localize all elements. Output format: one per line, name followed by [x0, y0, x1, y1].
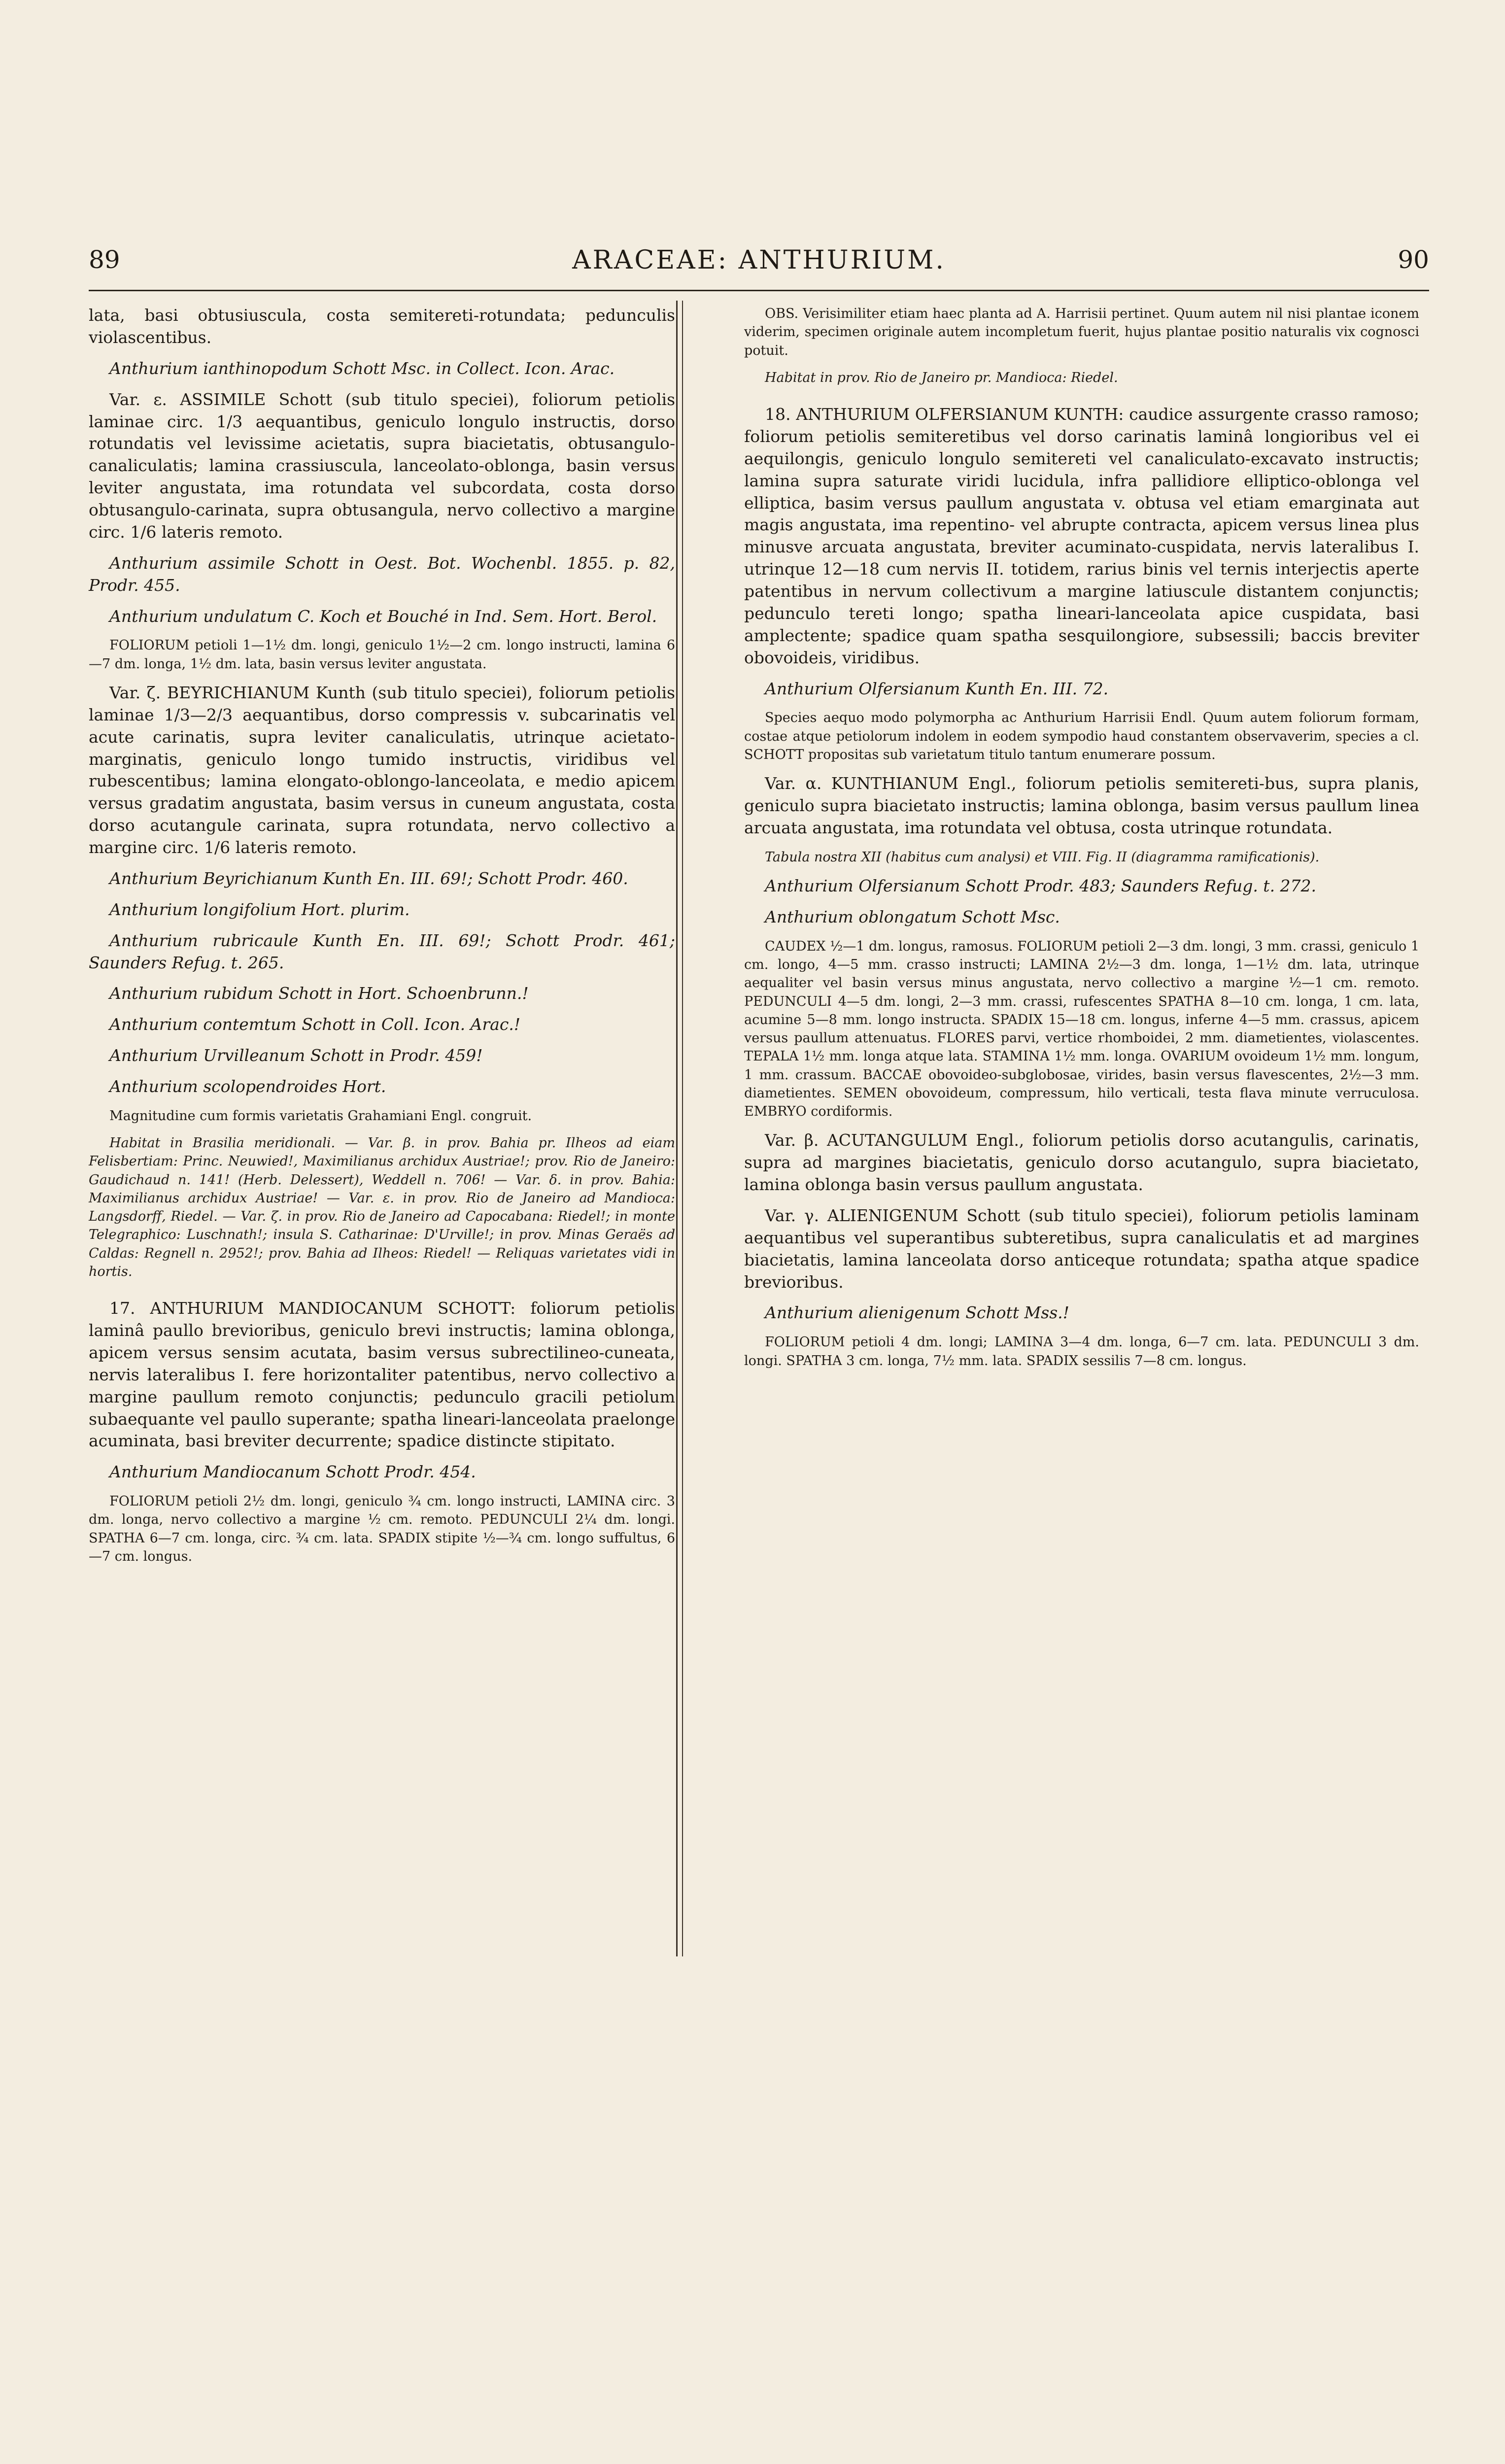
page-number-right: 90	[1398, 245, 1429, 274]
synonym-citation: Anthurium oblongatum Schott Msc.	[765, 907, 1060, 926]
running-header	[89, 245, 1429, 290]
synonym-citation: Anthurium assimile Schott in Oest. Bot. Wochenbl. 1855. p. 82, Prodr. 455.	[89, 553, 675, 595]
synonym-citation: Anthurium Olfersianum Kunth En. III. 72.	[765, 679, 1109, 698]
observation: OBS. Verisimiliter etiam haec planta ad A. Harrisii pertinet. Quum autem nil nisi plantae iconem viderim, specimen originale autem incompletum fuerit, hujus plantae positio naturalis vix cognosci potuit.	[744, 306, 1419, 358]
page-number-left: 89	[89, 245, 120, 274]
synonym-citation: Anthurium rubidum Schott in Hort. Schoenbrunn.!	[109, 984, 529, 1003]
synonym-citation: Anthurium ianthinopodum Schott Msc. in Collect. Icon. Arac.	[109, 358, 615, 378]
synonym-citation: Anthurium Urvilleanum Schott in Prodr. 459!	[109, 1046, 483, 1065]
right-column	[744, 305, 1419, 1379]
species-description: 18. ANTHURIUM OLFERSIANUM KUNTH: caudice assurgente crasso ramoso; foliorum petiolis semiteretibus vel dorso carinatis laminâ longioribus vel ei aequilongis, geniculo longulo semitereti vel canaliculato-excavato instructis; lamina supra saturate viridi lucidula, infra pallidiore elliptico-oblonga vel elliptica, basim versus paullum angustata v. obtusa vel etiam emarginata aut magis angustata, ima repentino- vel abrupte contracta, apicem versus linea plus minusve arcuata angustata, breviter acuminato-cuspidata, nervis lateralibus I. utrinque 12—18 cum nervis II. totidem, rarius binis vel ternis interjectis aperte patentibus in nervum collectivum a margine latiuscule distantem conjunctis; pedunculo tereti longo; spatha lineari-lanceolata apice cuspidata, basi amplectente; spadice quam spatha sesquilongiore, subsessili; baccis breviter obovoideis, viridibus.	[744, 405, 1419, 667]
synonym-citation: Anthurium longifolium Hort. plurim.	[109, 899, 410, 919]
synonym-citation: Anthurium rubricaule Kunth En. III. 69!; Schott Prodr. 461; Saunders Refug. t. 265.	[89, 930, 675, 972]
measurements: CAUDEX ½—1 dm. longus, ramosus. FOLIORUM petioli 2—3 dm. longi, 3 mm. crassi, geniculo 1 cm. longo, 4—5 mm. crasso instructi; LAMINA 2½—3 dm. longa, 1—1½ dm. lata, utrinque aequaliter vel basin versus minus angustata, nervo collectivo a margine ½—1 cm. remoto. PEDUNCULI 4—5 dm. longi, 2—3 mm. crassi, rufescentes SPATHA 8—10 cm. longa, 1 cm. lata, acumine 5—8 mm. longo instructa. SPADIX 15—18 cm. longus, inferne 4—5 mm. crassus, apicem versus paullum attenuatus. FLORES parvi, vertice rhomboidei, 2 mm. diametientes, violascentes. TEPALA 1½ mm. longa atque lata. STAMINA 1½ mm. longa. OVARIUM ovoideum 1½ mm. longum, 1 mm. crassum. BACCAE obovoideo-subglobosae, virides, basin versus flavescentes, 2½—3 mm. diametientes. SEMEN obovoideum, compressum, hilo verticali, testa flava minute verruculosa. EMBRYO cordiformis.	[744, 938, 1419, 1119]
measurements: FOLIORUM petioli 1—1½ dm. longi, geniculo 1½—2 cm. longo instructi, lamina 6—7 dm. longa, 1½ dm. lata, basin versus leviter angustata.	[89, 638, 675, 672]
plate-reference: Tabula nostra XII (habitus cum analysi) et VIII. Fig. II (diagramma ramificationis).	[765, 849, 1320, 865]
note: Species aequo modo polymorpha ac Anthurium Harrisii Endl. Quum autem foliorum formam, costae atque petiolorum indolem in eodem sympodio haud constantem observaverim, species a cl. SCHOTT propositas sub varietatum titulo tantum enumerare possum.	[744, 710, 1419, 762]
habitat: Habitat in prov. Rio de Janeiro pr. Mandioca: Riedel.	[765, 370, 1118, 385]
synonym-citation: Anthurium Beyrichianum Kunth En. III. 69!; Schott Prodr. 460.	[109, 868, 628, 888]
synonym-citation: Anthurium Mandiocanum Schott Prodr. 454.	[109, 1462, 476, 1482]
synonym-citation: Anthurium scolopendroides Hort.	[109, 1077, 386, 1096]
variety-description: Var. ζ. BEYRICHIANUM Kunth (sub titulo speciei), foliorum petiolis laminae 1/3—2/3 aequantibus, dorso compressis v. subcarinatis vel acute carinatis, supra leviter canaliculatis, utrinque acietato-marginatis, geniculo longo tumido instructis, viridibus vel rubescentibus; lamina elongato-oblongo-lanceolata, e medio apicem versus gradatim angustata, basim versus in cuneum angustata, costa dorso acutangule carinata, supra rotundata, nervo collectivo a margine circ. 1/6 lateris remoto.	[89, 683, 675, 857]
variety-description: Var. α. KUNTHIANUM Engl., foliorum petiolis semitereti-bus, supra planis, geniculo supra biacietato instructis; lamina oblonga, basim versus paullum linea arcuata angustata, ima rotundata vel obtusa, costa utrinque rotundata.	[744, 774, 1419, 837]
habitat: Habitat in Brasilia meridionali. — Var. β. in prov. Bahia pr. Ilheos ad eiam Felisbertiam: Princ. Neuwied!, Maximilianus archidux Austriae!; prov. Rio de Janeiro: Gaudichaud n. 141! (Herb. Delessert), Weddell n. 706! — Var. δ. in prov. Bahia: Maximilianus archidux Austriae! — Var. ε. in prov. Rio de Janeiro ad Mandioca: Langsdorff, Riedel. — Var. ζ. in prov. Rio de Janeiro ad Capocabana: Riedel!; in monte Telegraphico: Luschnath!; insula S. Catharinae: D'Urville!; in prov. Minas Geraës ad Caldas: Regnell n. 2952!; prov. Bahia ad Ilheos: Riedel! — Reliquas varietates vidi in hortis.	[89, 1135, 675, 1279]
header-rule	[89, 290, 1429, 291]
synonym-citation: Anthurium undulatum C. Koch et Bouché in Ind. Sem. Hort. Berol.	[109, 606, 657, 626]
measurements: FOLIORUM petioli 2½ dm. longi, geniculo ¾ cm. longo instructi, LAMINA circ. 3 dm. longa, nervo collectivo a margine ½ cm. remoto. PEDUNCULI 2¼ dm. longi. SPATHA 6—7 cm. longa, circ. ¾ cm. lata. SPADIX stipite ½—¾ cm. longo suffultus, 6—7 cm. longus.	[89, 1494, 675, 1564]
synonym-citation: Anthurium Olfersianum Schott Prodr. 483; Saunders Refug. t. 272.	[765, 876, 1317, 895]
left-column	[89, 305, 675, 1574]
paragraph: lata, basi obtusiuscula, costa semitereti-rotundata; pedunculis violascentibus.	[89, 306, 675, 347]
species-description: 17. ANTHURIUM MANDIOCANUM SCHOTT: foliorum petiolis laminâ paullo brevioribus, geniculo brevi instructis; lamina oblonga, apicem versus sensim acutata, basim versus subrectilineo-cuneata, nervis lateralibus I. fere horizontaliter patentibus, nervo collectivo a margine paullum remoto conjunctis; pedunculo gracili petiolum subaequante vel paullo superante; spatha lineari-lanceolata praelonge acuminata, basi breviter decurrente; spadice distincte stipitato.	[89, 1299, 675, 1451]
variety-description: Var. β. ACUTANGULUM Engl., foliorum petiolis dorso acutangulis, carinatis, supra ad margines biacietatis, geniculo dorso acutangulo, supra biacietato, lamina oblonga basin versus paullum angustata.	[744, 1130, 1419, 1194]
note: Magnitudine cum formis varietatis Grahamiani Engl. congruit.	[109, 1108, 532, 1124]
variety-description: Var. γ. ALIENIGENUM Schott (sub titulo speciei), foliorum petiolis laminam aequantibus vel superantibus subteretibus, supra canaliculatis et ad margines biacietatis, lamina lanceolata dorso anticeque rotundata; spatha atque spadice brevioribus.	[744, 1205, 1419, 1292]
measurements: FOLIORUM petioli 4 dm. longi; LAMINA 3—4 dm. longa, 6—7 cm. lata. PEDUNCULI 3 dm. longi. SPATHA 3 cm. longa, 7½ mm. lata. SPADIX sessilis 7—8 cm. longus.	[744, 1335, 1419, 1369]
synonym-citation: Anthurium contemtum Schott in Coll. Icon. Arac.!	[109, 1015, 521, 1034]
column-rule-inner	[682, 301, 683, 1956]
column-rule	[676, 301, 678, 1956]
variety-description: Var. ε. ASSIMILE Schott (sub titulo speciei), foliorum petiolis laminae circ. 1/3 aequantibus, geniculo longulo instructis, dorso rotundatis vel levissime acietatis, supra biacietatis, obtusangulo-canaliculatis; lamina crassiuscula, lanceolato-oblonga, basin versus leviter angustata, ima rotundata vel subcordata, costa dorso obtusangulo-carinata, supra obtusangula, nervo collectivo a margine circ. 1/6 lateris remoto.	[89, 389, 675, 542]
running-title: ARACEAE: ANTHURIUM.	[572, 245, 946, 275]
synonym-citation: Anthurium alienigenum Schott Mss.!	[765, 1303, 1069, 1323]
